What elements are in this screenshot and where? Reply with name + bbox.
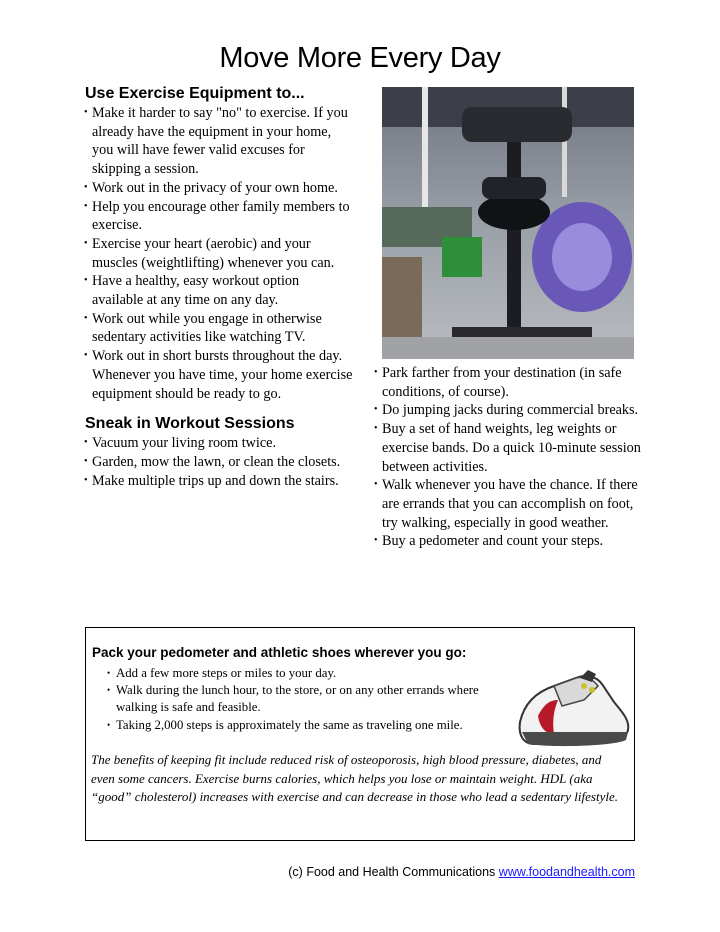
list-item: • Walk whenever you have the chance. If there are errands that you can accomplish on foot, try walking, especially in good weather. <box>375 476 643 532</box>
sneak-list <box>85 434 353 490</box>
equipment-heading: Use Exercise Equipment to... <box>85 85 305 102</box>
list-item: • Walk during the lunch hour, to the store, or on any other errands where walking is safe and feasible. <box>108 682 508 716</box>
list-item: • Vacuum your living room twice. <box>85 434 353 453</box>
list-item: • Make multiple trips up and down the stairs. <box>85 472 353 491</box>
list-item: • Park farther from your destination (in safe conditions, of course). <box>375 364 643 401</box>
pedometer-callout-box <box>85 627 635 841</box>
list-item: • Taking 2,000 steps is approximately the same as traveling one mile. <box>108 717 508 734</box>
right-column <box>375 364 643 551</box>
list-item: • Add a few more steps or miles to your day. <box>108 665 508 682</box>
athletic-shoe-icon <box>514 656 632 752</box>
pedometer-list <box>108 665 508 734</box>
list-item: • Work out in short bursts throughout the day. Whenever you have time, your home exercise equipment should be ready to go. <box>85 347 353 403</box>
footer <box>0 865 635 879</box>
list-item: • Work out in the privacy of your own home. <box>85 179 353 198</box>
list-item: • Exercise your heart (aerobic) and your muscles (weightlifting) whenever you can. <box>85 235 353 272</box>
list-item: • Buy a pedometer and count your steps. <box>375 532 643 551</box>
left-column <box>85 84 353 490</box>
gym-equipment-image <box>382 87 634 359</box>
equipment-list <box>85 104 353 403</box>
pedometer-heading: Pack your pedometer and athletic shoes wherever you go: <box>92 645 467 660</box>
list-item: • Have a healthy, easy workout option available at any time on any day. <box>85 272 353 309</box>
list-item: • Do jumping jacks during commercial breaks. <box>375 401 643 420</box>
page-title: Move More Every Day <box>219 42 501 74</box>
copyright-text: (c) Food and Health Communications <box>288 865 496 879</box>
exercise-equipment-photo <box>382 87 634 359</box>
website-link[interactable]: www.foodandhealth.com <box>498 865 635 879</box>
list-item: • Buy a set of hand weights, leg weights or exercise bands. Do a quick 10-minute session between activities. <box>375 420 643 476</box>
list-item: • Make it harder to say "no" to exercise. If you already have the equipment in your home, you will have fewer valid excuses for skipping a session. <box>85 104 353 179</box>
list-item: • Help you encourage other family members to exercise. <box>85 198 353 235</box>
sneak-heading: Sneak in Workout Sessions <box>85 415 295 433</box>
list-item: • Garden, mow the lawn, or clean the closets. <box>85 453 353 472</box>
benefits-paragraph: The benefits of keeping fit include reduced risk of osteoporosis, high blood pressure, diabetes, and even some cancers. Exercise burns calories, which helps you lose or maintain weight. HDL (aka “good” cholesterol) increases with exercise and can decrease in those who lead a sedentary lifestyle. <box>91 752 618 805</box>
tips-list <box>375 364 643 551</box>
list-item: • Work out while you engage in otherwise sedentary activities like watching TV. <box>85 310 353 347</box>
